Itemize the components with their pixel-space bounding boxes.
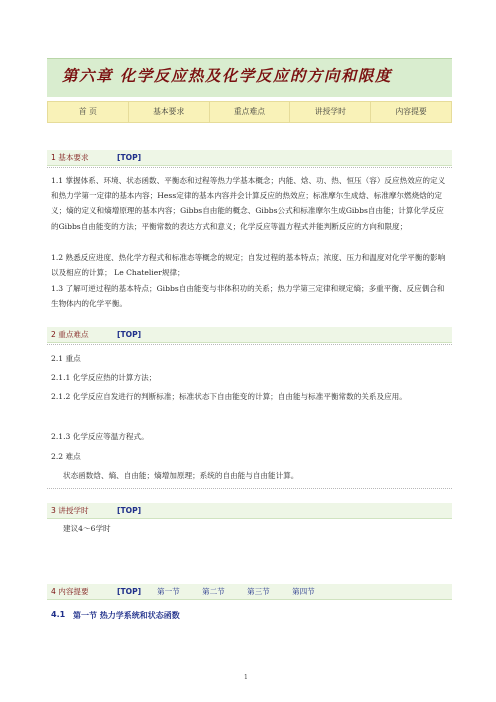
difficulty-text: 状态函数焓、熵、自由能；熵增加原理；系统的自由能与自由能计算。 xyxy=(63,471,299,480)
section-3-top-link[interactable]: [TOP] xyxy=(117,506,142,515)
divider xyxy=(47,488,452,489)
section-link-2[interactable]: 第二节 xyxy=(202,587,225,596)
section-1-top-link[interactable]: [TOP] xyxy=(117,153,142,162)
section-4-title: 4 内容提要 xyxy=(51,587,89,596)
section-3-title: 3 讲授学时 xyxy=(51,506,89,515)
section-link-3[interactable]: 第三节 xyxy=(247,587,270,596)
heading-2-1: 2.1 重点 xyxy=(51,354,81,363)
divider xyxy=(47,344,452,345)
subsection-4-1-title: 第一节 热力学系统和状态函数 xyxy=(73,611,180,620)
section-2-header xyxy=(47,327,452,343)
nav-requirements[interactable]: 基本要求 xyxy=(129,102,210,122)
section-4-header xyxy=(47,584,452,600)
nav-teaching-hours[interactable]: 讲授学时 xyxy=(290,102,371,122)
section-1-title: 1 基本要求 xyxy=(51,153,89,162)
section-2-title: 2 重点难点 xyxy=(51,330,89,339)
section-2-top-link[interactable]: [TOP] xyxy=(117,330,142,339)
item-2-1-3: 2.1.3 化学反应等温方程式。 xyxy=(51,432,149,441)
section-1-header xyxy=(47,150,452,166)
page-number: 1 xyxy=(244,674,248,681)
item-2-1-2: 2.1.2 化学反应自发进行的判断标准；标准状态下自由能变的计算；自由能与标准平衡常数的关系及应用。 xyxy=(51,392,407,401)
item-2-1-1: 2.1.1 化学反应热的计算方法； xyxy=(51,373,157,382)
teaching-hours-text: 建议4～6学时 xyxy=(63,524,111,533)
section-3-header xyxy=(47,503,452,519)
nav-bar xyxy=(47,101,452,123)
section-link-1[interactable]: 第一节 xyxy=(157,587,180,596)
section-4-top-link[interactable]: [TOP] xyxy=(117,587,142,596)
paragraph-1-1: 1.1 掌握体系、环境、状态函数、平衡态和过程等热力学基本概念；内能、焓、功、热、恒压（容）反应热效应的定义和热力学第一定律的基本内容；Hess定律的基本内容并会计算反应的热效应；标准摩尔生成焓、标准摩尔燃烧焓的定义；熵的定义和熵增原理的基本内容；Gibbs自由能的概念、Gibbs公式和标准摩尔生成Gibbs自由能；计算化学反应的Gibbs自由能变的方法；平衡常数的表达方式和意义；化学反应等温方程式并能判断反应的方向和限度； xyxy=(51,176,446,231)
nav-home[interactable]: 首 页 xyxy=(48,102,129,122)
paragraph-1-3: 1.3 了解可逆过程的基本特点；Gibbs自由能变与非体积功的关系；热力学第三定律和规定熵；多重平衡、反应偶合和生物体内的化学平衡。 xyxy=(51,284,445,309)
paragraph-1-2: 1.2 熟悉反应进度、热化学方程式和标准态等概念的规定；自发过程的基本特点；浓度、压力和温度对化学平衡的影响以及相应的计算； Le Chatelier规律； xyxy=(51,253,446,278)
heading-2-2: 2.2 难点 xyxy=(51,452,81,461)
subsection-4-1-number: 4.1 xyxy=(51,610,66,619)
nav-summary[interactable]: 内容提要 xyxy=(395,107,427,116)
chapter-title: 第六章 化学反应热及化学反应的方向和限度 xyxy=(62,66,392,85)
nav-key-points[interactable]: 重点难点 xyxy=(210,102,291,122)
section-link-4[interactable]: 第四节 xyxy=(292,587,315,596)
divider xyxy=(47,167,452,168)
